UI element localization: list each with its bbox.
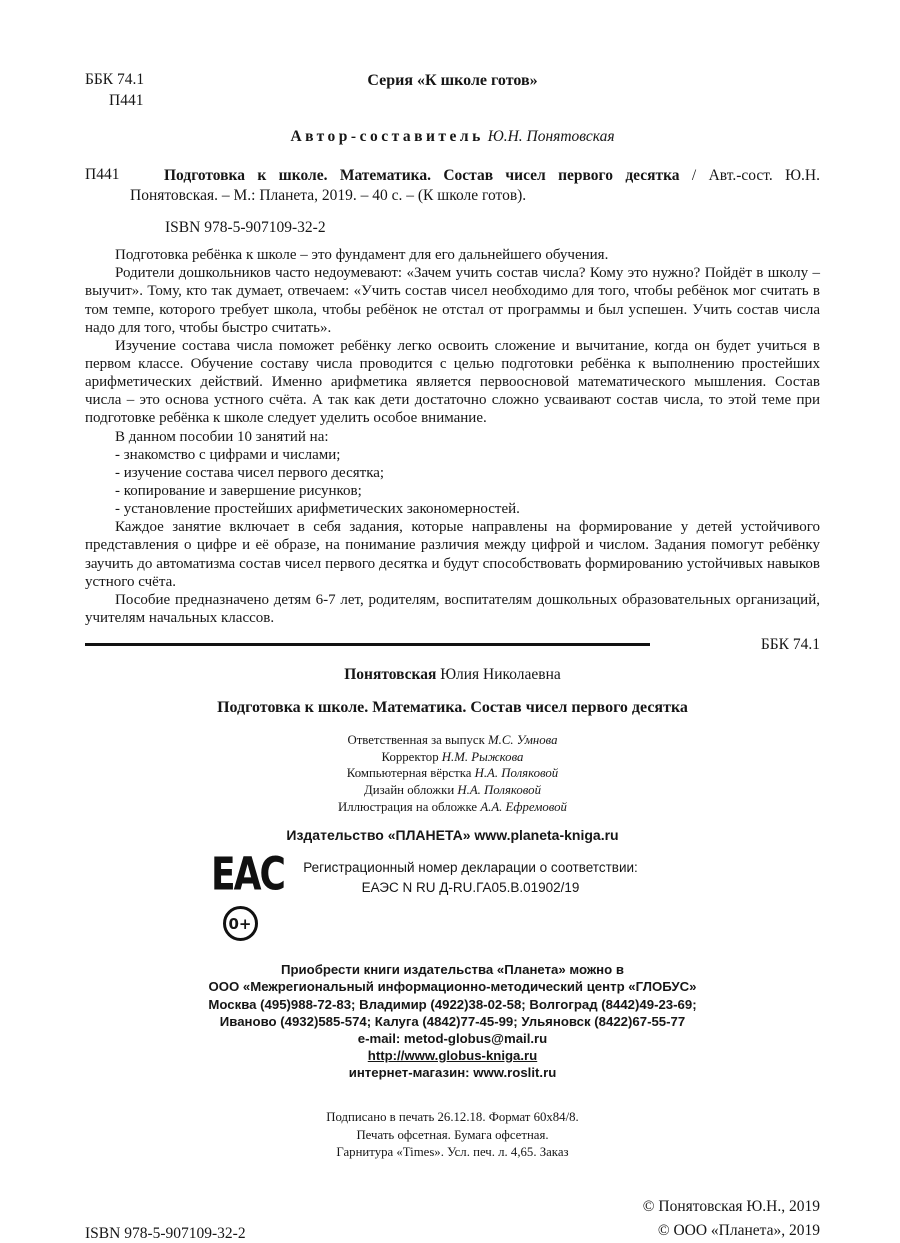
credit-name: Н.А. Поляковой	[457, 782, 541, 797]
credit-role: Ответственная за выпуск	[347, 733, 485, 748]
print-info-line: Печать офсетная. Бумага офсетная.	[356, 1127, 549, 1142]
author-label: Автор-составитель	[290, 127, 484, 145]
purchase-online-store: интернет-магазин: www.roslit.ru	[348, 1065, 557, 1081]
divider-row	[85, 636, 820, 654]
credit-line	[85, 765, 820, 782]
catalog-code-bib: П441	[85, 165, 120, 183]
isbn-bottom: ISBN 978-5-907109-32-2	[85, 1225, 246, 1243]
page-footer	[85, 1195, 820, 1243]
purchase-info-line: Приобрести книги издательства «Планета» можно в	[281, 962, 624, 978]
author-full-name	[85, 666, 820, 684]
annotation-paragraph: Родители дошкольников часто недоумевают: «Зачем учить состав числа? Кому это нужно? Пойдёт в школу – выучит». Тому, кто так думает, отвечаем: «Учить состав чисел необходимо для того, чтобы ребёнок мог считать в том темпе, которого требует школа, чтобы ребёнок не отстал от программы и был успешен. Учить состав числа надо для того, чтобы быстро считать».	[85, 265, 820, 336]
bbk-code-bottom: ББК 74.1	[760, 636, 820, 654]
series-title: Серия «К школе готов»	[367, 72, 538, 89]
purchase-info-line: Иваново (4932)585-574; Калуга (4842)77-45-99; Ульяновск (8422)67-55-77	[219, 1013, 686, 1029]
age-rating-badge: 0+	[223, 906, 258, 941]
annotation-paragraph: Каждое занятие включает в себя задания, которые направлены на формирование у детей устойчивого представления о цифре и её образе, на понимание различия между цифрой и числом. Задания помогут ребёнку заучить до автоматизма состав чисел первого десятка и будут способствовать формированию устойчивых навыков устного счёта.	[85, 519, 820, 590]
annotation-paragraph: Изучение состава числа поможет ребёнку легко освоить сложение и вычитание, когда он будет учиться в первом классе. Обучение составу числа проводится с целью подготовки ребёнка к выполнению простейших арифметических действий. Именно арифметика является первоосновой математического мышления. Состав числа – это основа устного счёта. А так как дети достаточно сложно усваивают состав числа, то этой теме при подготовке ребёнка к школе следует уделить особое внимание.	[85, 337, 820, 427]
copyright-line: © Понятовская Ю.Н., 2019	[642, 1198, 820, 1216]
annotation-list-item: - копирование и завершение рисунков;	[115, 482, 362, 499]
isbn-top: ISBN 978-5-907109-32-2	[165, 219, 326, 237]
credit-line	[85, 732, 820, 749]
catalog-code-top: П441	[109, 91, 144, 109]
purchase-info-block	[85, 961, 820, 1081]
bbk-code-top: ББК 74.1	[85, 71, 145, 88]
credit-name: М.С. Умнова	[488, 733, 558, 748]
author-surname: Понятовская	[344, 666, 437, 684]
annotation-block	[85, 246, 820, 627]
annotation-paragraph: В данном пособии 10 занятий на:	[115, 428, 329, 445]
print-info-block	[85, 1109, 820, 1161]
print-info-line: Подписано в печать 26.12.18. Формат 60х84/8.	[326, 1110, 579, 1125]
divider-rule	[85, 643, 650, 646]
copyright-line: © ООО «Планета», 2019	[657, 1222, 820, 1240]
annotation-list-item: - изучение состава чисел первого десятка;	[115, 464, 385, 481]
author-given-names: Юлия Николаевна	[440, 666, 561, 684]
credit-line	[85, 799, 820, 816]
declaration-line: Регистрационный номер декларации о соответствии:	[303, 860, 638, 876]
author-line	[85, 128, 820, 146]
bib-rest: / Авт.-сост. Ю.Н. Понятовская. – М.: Планета, 2019. – 40 с. – (К школе готов).	[130, 166, 820, 204]
credit-line	[85, 782, 820, 799]
annotation-paragraph: Подготовка ребёнка к школе – это фундамент для его дальнейшего обучения.	[115, 247, 609, 264]
credit-name: А.А. Ефремовой	[480, 799, 567, 814]
author-name: Ю.Н. Понятовская	[487, 127, 615, 145]
publisher-line: Издательство «ПЛАНЕТА» www.planeta-kniga.ru	[286, 827, 619, 844]
eac-mark-icon: ЕАС	[211, 849, 284, 901]
book-title: Подготовка к школе. Математика. Состав чисел первого десятка	[217, 699, 688, 717]
credit-name: Н.А. Поляковой	[474, 766, 559, 781]
credit-role: Корректор	[381, 749, 439, 764]
purchase-info-line: Москва (495)988-72-83; Владимир (4922)38-02-58; Волгоград (8442)49-23-69;	[208, 996, 697, 1012]
bibliographic-text	[130, 166, 820, 206]
declaration-block	[85, 849, 820, 901]
purchase-website-url: http://www.globus-kniga.ru	[367, 1047, 538, 1063]
print-info-line: Гарнитура «Times». Усл. печ. л. 4,65. Заказ	[336, 1144, 569, 1159]
header-row	[85, 70, 820, 112]
annotation-list-item: - установление простейших арифметических закономерностей.	[115, 501, 520, 518]
credit-line	[85, 749, 820, 766]
declaration-number: ЕАЭС N RU Д-RU.ГА05.В.01902/19	[361, 880, 580, 896]
credits-block	[85, 732, 820, 815]
certification-logos	[211, 849, 284, 941]
credit-role: Дизайн обложки	[364, 782, 455, 797]
purchase-info-line: ООО «Межрегиональный информационно-методический центр «ГЛОБУС»	[208, 979, 697, 995]
bibliographic-entry	[85, 166, 820, 206]
purchase-email: e-mail: metod-globus@mail.ru	[357, 1030, 548, 1046]
annotation-paragraph: Пособие предназначено детям 6-7 лет, родителям, воспитателям дошкольных образовательных организаций, учителям начальных классов.	[85, 591, 820, 626]
credit-role: Компьютерная вёрстка	[346, 766, 472, 781]
bib-title: Подготовка к школе. Математика. Состав чисел первого десятка	[164, 166, 680, 184]
certification-row	[85, 849, 820, 955]
credit-role: Иллюстрация на обложке	[338, 799, 478, 814]
annotation-list-item: - знакомство с цифрами и числами;	[115, 446, 341, 463]
credit-name: Н.М. Рыжкова	[441, 749, 524, 764]
copyright-block	[643, 1195, 820, 1243]
